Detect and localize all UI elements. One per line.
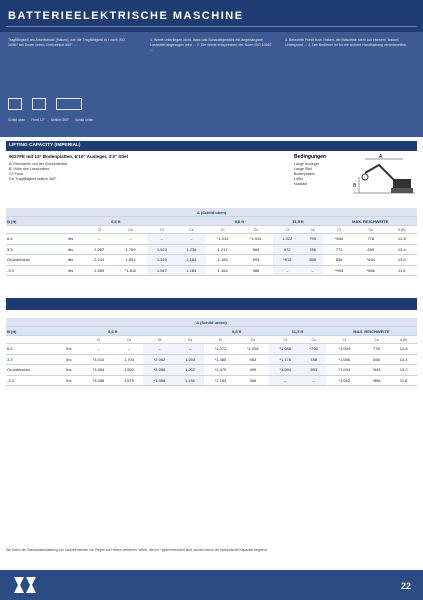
table-cell: 988 (239, 265, 272, 276)
intro-col-3: 3. Belastete Punkt bzw. Haken, die Maschine steht auf ebenem, festem Untergrund ... 4. Der Bediener ist für die sichere Handhabung verantwortlich. (285, 38, 408, 47)
table-cell: *3.010 (82, 354, 114, 365)
table-cell: 2.244 (84, 255, 113, 266)
table-cell: 1.236 (177, 244, 206, 255)
table-cell: 778 (363, 344, 391, 355)
icon-labels (8, 118, 93, 122)
table-cell: *1.012 (206, 234, 239, 245)
table-cell: – (84, 234, 113, 245)
legend-line: A: Reichweite von der Schwenkmitte (9, 162, 68, 166)
table-cell: *1.178 (269, 354, 301, 365)
table-cell: 2.565 (84, 265, 113, 276)
table-cell: – (176, 344, 205, 355)
table-cell: lbs (67, 234, 84, 245)
sub-head: Cf (326, 336, 363, 344)
table-cell: 1.253 (176, 354, 205, 365)
conditions-title: Bedingungen (294, 154, 326, 160)
table-cell: *1.031 (239, 234, 272, 245)
condition-line: Bodenplatten (294, 172, 316, 176)
table-cell: *1.086 (326, 354, 363, 365)
table-cell: *912 (273, 255, 302, 266)
page-number: 22 (400, 581, 411, 591)
lifting-legend (9, 162, 67, 182)
sub-head: Cf (206, 226, 239, 234)
table-cell: 983 (301, 365, 325, 376)
table-cell: 772 (323, 244, 355, 255)
icon-label: Schild unten (75, 118, 94, 122)
table-caption: A (Schild unten) (6, 318, 417, 327)
table-cell: 13,4 (390, 354, 417, 365)
table-row (6, 255, 417, 266)
col-head: 11,5 ft (269, 327, 326, 336)
table-row (6, 344, 417, 355)
table-cell: 12,8 (390, 344, 417, 355)
col-head: MAX. REICHWEITE (323, 217, 417, 226)
icon-row (8, 98, 82, 110)
legend-line: B: Höhe des Lastpunktes (9, 167, 50, 171)
table-cell: 658 (363, 354, 391, 365)
table-cell: 11,6 (390, 375, 417, 386)
table-cell: 788 (301, 354, 325, 365)
table-cell: 1.523 (147, 244, 176, 255)
table-row (6, 244, 417, 255)
table-cell: lbs (67, 265, 84, 276)
table-cell: *848 (323, 234, 355, 245)
table-cell: – (115, 344, 144, 355)
table-cell: 1.184 (206, 255, 239, 266)
table-cell: 13,4 (387, 244, 417, 255)
sub-head: Cf (82, 336, 114, 344)
table-cell: 778 (355, 234, 387, 245)
table-cell: *796 (301, 344, 325, 355)
brand-logo-icon (12, 573, 38, 597)
table-cell: 2.257 (84, 244, 113, 255)
table-row (6, 354, 417, 365)
legend-line: Cf: Front (9, 172, 23, 176)
table-cell: *866 (355, 265, 387, 276)
table-cell: *1.094 (269, 365, 301, 376)
page-header (0, 0, 423, 32)
table-cell: *1.479 (204, 365, 236, 376)
table-cell: 799 (302, 234, 323, 245)
table-cell: *1.072 (204, 344, 236, 355)
table-cell: *886 (363, 375, 391, 386)
blade-up-icon (8, 98, 22, 110)
table-cell: *1.054 (237, 344, 269, 355)
table-cell: – (114, 234, 147, 245)
sub-head: Cs (239, 226, 272, 234)
table-cell: 1.202 (176, 365, 205, 376)
table-cell: lbs (65, 344, 82, 355)
col-head: B (ft) (6, 327, 82, 336)
table-cell: *993 (323, 265, 355, 276)
page-title: BATTERIEELEKTRISCHE MASCHINE (8, 10, 244, 22)
sub-head: Cs (114, 226, 147, 234)
excavator-diagram (349, 153, 419, 199)
intro-band (0, 32, 423, 137)
table-cell: *3.068 (82, 375, 114, 386)
condition-line: Löffel (294, 177, 303, 181)
table-cell: 1.692 (114, 255, 147, 266)
table-cell: -3,3 (6, 375, 65, 386)
col-head: 6,6 ft (82, 327, 143, 336)
sub-head: Cs (302, 226, 323, 234)
table-cell: Grundniveau (6, 255, 67, 266)
col-head: 9,8 ft (206, 217, 273, 226)
table-cell: 1.164 (206, 265, 239, 276)
table-cell: 1.703 (115, 354, 144, 365)
lifting-header: LIFTING CAPACITY (IMPERIAL) (6, 141, 417, 151)
condition-line: Nutzlast (294, 182, 307, 186)
table-cell: *1.816 (114, 265, 147, 276)
sub-head: Cs (355, 226, 387, 234)
table-cell: – (82, 344, 114, 355)
sub-head: Cs (115, 336, 144, 344)
col-head (143, 327, 204, 336)
condition-line: Lange Ausleger (294, 162, 319, 166)
table-cell: *1.062 (326, 375, 363, 386)
table-cell: 11,6 (387, 265, 417, 276)
table-cell: – (269, 375, 301, 386)
table-cell (6, 336, 82, 344)
table-cell: 1.184 (177, 265, 206, 276)
table-row (6, 375, 417, 386)
table-cell: 13,5 (387, 255, 417, 266)
table-cell: lbs (67, 255, 84, 266)
lifting-capacity-panel (6, 141, 417, 203)
table-cell: Grundniveau (6, 365, 65, 376)
table-cell: 3,3 (6, 244, 67, 255)
icon-label: Front 12° (31, 118, 45, 122)
col-head: 9,8 ft (204, 327, 269, 336)
sub-head: Cf (323, 226, 355, 234)
col-head: 11,5 ft (273, 217, 324, 226)
intro-col-1: Tragfähigkeit am Arbeitsende (Haken), wie die Tragfähigkeit in t nach ISO 10567 bei Dozer unten, Drehwinkel 360° ... (8, 38, 125, 47)
table-cell: 836 (323, 255, 355, 266)
table-cell: 1.022 (273, 234, 302, 245)
table-cell: 996 (237, 375, 269, 386)
icon-label: Schild oben (8, 118, 26, 122)
table-cell: 12,8 (387, 234, 417, 245)
col-head: B (ft) (6, 217, 84, 226)
table-cell: 984 (239, 244, 272, 255)
sub-head: Cs (301, 336, 325, 344)
sub-head: Cs (363, 336, 391, 344)
condition-line: Lange Stiel (294, 167, 312, 171)
legend-line: Cs: Tragfähigkeit seitlich 360° (9, 177, 57, 181)
table-cell: 1.769 (114, 244, 147, 255)
sub-head: Cf (143, 336, 175, 344)
table-cell: lbs (67, 244, 84, 255)
table-cell: -3,3 (6, 265, 67, 276)
table-cell: 1.184 (177, 255, 206, 266)
table-cell: *1.956 (143, 375, 175, 386)
sub-head: A (ft) (387, 226, 417, 234)
table-cell: 983 (237, 354, 269, 365)
table-cell: 972 (273, 244, 302, 255)
header-rule (6, 26, 417, 27)
intro-col-2: 1. Werte unterliegen nicht, dass das Schaufelgewicht mit angehängtem Lastmittel abgezogen wird ... 2. Die Werte entsprechen der Norm ISO 10567 ... (150, 38, 272, 52)
table-cell: – (143, 344, 175, 355)
table-cell: 995 (237, 365, 269, 376)
sub-head: A (ft) (390, 336, 417, 344)
table-cell: *3.064 (82, 365, 114, 376)
table-cell: 1.519 (147, 255, 176, 266)
table-row (6, 265, 417, 276)
sub-head: Cf (273, 226, 302, 234)
sub-head: Cs (177, 226, 206, 234)
table-cell (6, 226, 84, 234)
table-cell: 1.679 (115, 375, 144, 386)
sub-head: Cs (237, 336, 269, 344)
footnote: Die Daten der Standardausstattung von Laufzeit werden von Regen auf Heizen-verfahren. Werte, die mit * gekennzeichnet sind, werden durch die hydraulische Kapazität begrenzt. (6, 548, 268, 552)
col-head: MAX. REICHWEITE (326, 327, 417, 336)
sub-head: Cs (176, 336, 205, 344)
table-cell: 13,2 (390, 365, 417, 376)
table-cell: *644 (363, 365, 391, 376)
front-lift-icon (32, 98, 46, 110)
footer-bar (0, 570, 423, 600)
capacity-table-blade-down (6, 318, 417, 386)
table-cell: lbs (65, 354, 82, 365)
side-lift-icon (56, 98, 82, 110)
table-cell: 859 (302, 255, 323, 266)
table-row (6, 365, 417, 376)
table-cell: *2.080 (143, 365, 175, 376)
sub-head: Cf (84, 226, 113, 234)
table-cell: 6,6 (6, 234, 67, 245)
icon-label: Seitlich 360° (50, 118, 70, 122)
table-cell: 6,6 (6, 344, 65, 355)
table-cell: – (177, 234, 206, 245)
lifting-subtitle: 9027FE mit 12° Bodenplatten, 6'10" Ausleger, 4'3" Stiel (9, 154, 129, 159)
table-cell: *1.094 (326, 344, 363, 355)
table-cell: lbs (65, 365, 82, 376)
table-cell: 1.547 (147, 265, 176, 276)
section-bar (6, 298, 417, 310)
conditions-list (294, 162, 319, 187)
table-cell: 3,3 (6, 354, 65, 365)
table-cell: *1.094 (326, 365, 363, 376)
table-cell: 659 (355, 244, 387, 255)
table-cell: 1.191 (176, 375, 205, 386)
table-cell: lbs (65, 375, 82, 386)
table-cell: *644 (355, 255, 387, 266)
table-cell: 1.662 (115, 365, 144, 376)
table-cell: *1.088 (269, 344, 301, 355)
sub-head: Cf (204, 336, 236, 344)
table-cell: *1.485 (204, 354, 236, 365)
table-cell: – (302, 265, 323, 276)
table-cell: 1.217 (206, 244, 239, 255)
sub-head: Cf (147, 226, 176, 234)
diagram-label-b: B (353, 183, 357, 189)
table-cell: – (273, 265, 302, 276)
diagram-label-a: A (379, 154, 383, 160)
capacity-table-blade-up (6, 208, 417, 276)
table-cell: *1.183 (204, 375, 236, 386)
sub-head: Cf (269, 336, 301, 344)
col-head: 6,6 ft (84, 217, 147, 226)
table-cell: – (301, 375, 325, 386)
col-head (147, 217, 206, 226)
table-caption: A (Schild oben) (6, 208, 417, 217)
table-cell: 993 (239, 255, 272, 266)
table-cell: *2.062 (143, 354, 175, 365)
table-row (6, 234, 417, 245)
table-cell: – (147, 234, 176, 245)
table-cell: 786 (302, 244, 323, 255)
